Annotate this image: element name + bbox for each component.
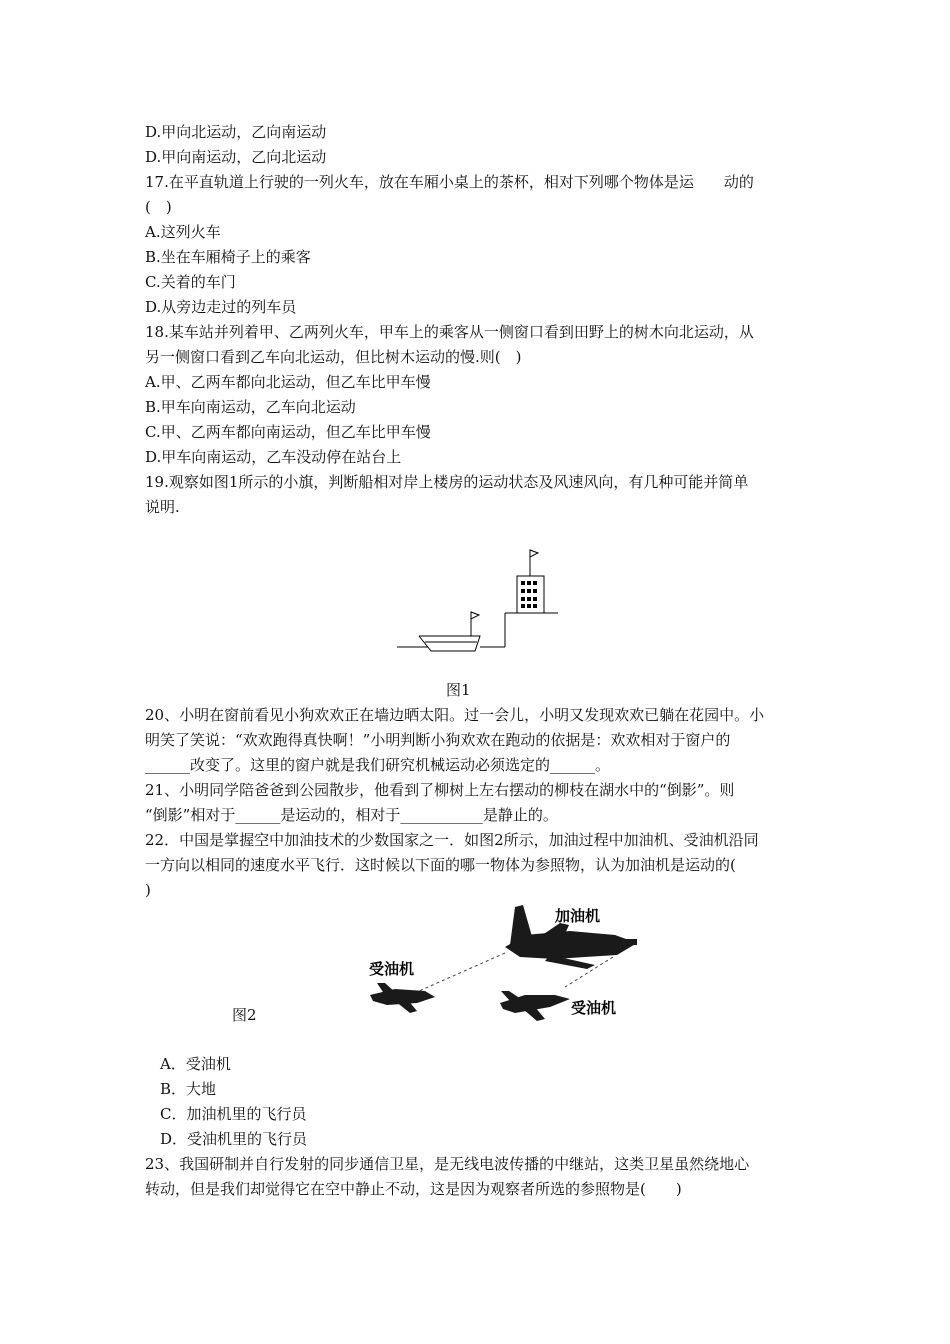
question-23-text: 转动，但是我们却觉得它在空中静止不动，这是因为观察者所选的参照物是( ) xyxy=(145,1180,682,1198)
question-21-text: 21、小明同学陪爸爸到公园散步，他看到了柳树上左右摆动的柳枝在湖水中的“倒影”。则 xyxy=(145,781,735,799)
figure-1-diagram xyxy=(395,540,570,665)
figure-2-diagram xyxy=(355,895,645,1030)
figure-1-caption: 图1 xyxy=(446,681,471,699)
option-line: B．大地 xyxy=(160,1080,217,1098)
question-17-text: 17.在平直轨道上行驶的一列火车，放在车厢小桌上的茶杯，相对下列哪个物体是运 动的 xyxy=(145,173,754,191)
receiver-aircraft-left xyxy=(370,983,435,1013)
question-18-text: 另一侧窗口看到乙车向北运动，但比树木运动的慢.则( ) xyxy=(145,348,522,366)
option-line: B.甲车向南运动，乙车向北运动 xyxy=(145,398,356,416)
receiver-label-right: 受油机 xyxy=(571,999,617,1017)
question-22-text: 22．中国是掌握空中加油技术的少数国家之一．如图2所示，加油过程中加油机、受油机沿同 xyxy=(145,831,759,849)
option-line: C.关着的车门 xyxy=(145,273,236,291)
option-line: D.甲车向南运动，乙车没动停在站台上 xyxy=(145,448,402,466)
option-line: D.从旁边走过的列车员 xyxy=(145,298,297,316)
question-22-text: 一方向以相同的速度水平飞行．这时候以下面的哪一物体为参照物，认为加油机是运动的( xyxy=(145,856,736,874)
question-19-text: 19.观察如图1所示的小旗，判断船相对岸上楼房的运动状态及风速风向，有几种可能并简单 xyxy=(145,473,749,491)
option-line: D．受油机里的飞行员 xyxy=(160,1130,308,1148)
question-21-text: “倒影”相对于______是运动的，相对于___________是静止的。 xyxy=(145,806,558,824)
question-20-text: ______改变了。这里的窗户就是我们研究机械运动必须选定的______。 xyxy=(145,756,611,774)
question-17-bracket: ( ) xyxy=(145,198,172,216)
option-line: A.这列火车 xyxy=(145,223,221,241)
option-line: D.甲向南运动，乙向北运动 xyxy=(145,148,327,166)
option-line: D.甲向北运动，乙向南运动 xyxy=(145,123,327,141)
option-line: C．加油机里的飞行员 xyxy=(160,1105,307,1123)
option-line: A.甲、乙两车都向北运动，但乙车比甲车慢 xyxy=(145,373,431,391)
question-23-text: 23、我国研制并自行发射的同步通信卫星，是无线电波传播的中继站，这类卫星虽然绕地心 xyxy=(145,1155,750,1173)
option-line: C.甲、乙两车都向南运动，但乙车比甲车慢 xyxy=(145,423,431,441)
figure-2-caption: 图2 xyxy=(232,1006,257,1024)
question-22-bracket: ) xyxy=(145,881,151,899)
receiver-aircraft-right xyxy=(500,991,570,1021)
question-19-text: 说明. xyxy=(145,498,180,516)
question-18-text: 18.某车站并列着甲、乙两列火车，甲车上的乘客从一侧窗口看到田野上的树木向北运动，从 xyxy=(145,323,754,341)
question-20-text: 20、小明在窗前看见小狗欢欢正在墙边晒太阳。过一会儿，小明又发现欢欢已躺在花园中。小 xyxy=(145,706,765,724)
question-20-text: 明笑了笑说：“欢欢跑得真快啊！”小明判断小狗欢欢在跑动的依据是：欢欢相对于窗户的 xyxy=(145,731,731,749)
option-line: B.坐在车厢椅子上的乘客 xyxy=(145,248,311,266)
option-line: A．受油机 xyxy=(160,1055,231,1073)
tanker-label: 加油机 xyxy=(555,907,601,925)
receiver-label-left: 受油机 xyxy=(369,960,415,978)
